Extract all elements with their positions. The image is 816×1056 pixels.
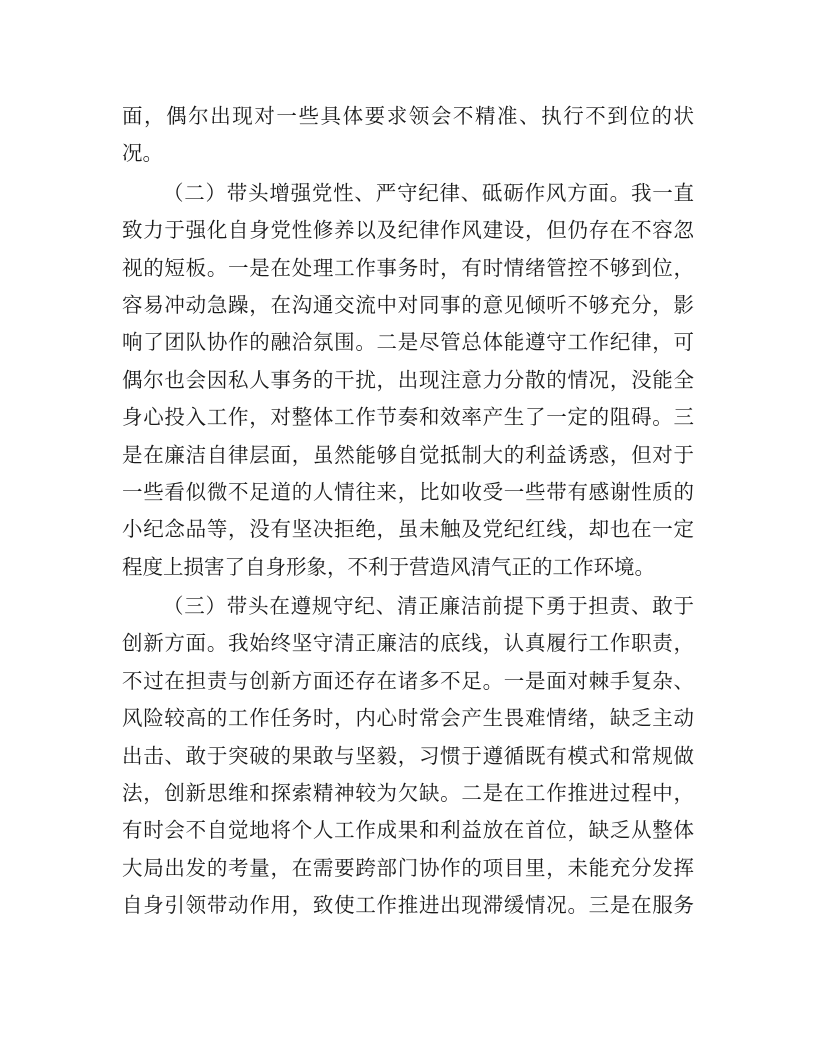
text-line: 小纪念品等，没有坚决拒绝，虽未触及党纪红线，却也在一定 xyxy=(122,517,694,542)
text-line: 程度上损害了自身形象，不利于营造风清气正的工作环境。 xyxy=(122,554,655,579)
paragraph xyxy=(122,98,694,173)
text-line: 是在廉洁自律层面，虽然能够自觉抵制大的利益诱惑，但对于 xyxy=(122,442,694,467)
text-line: 致力于强化自身党性修养以及纪律作风建设，但仍存在不容忽 xyxy=(122,218,694,243)
document-body xyxy=(122,98,694,925)
text-line: 大局出发的考量，在需要跨部门协作的项目里，未能充分发挥 xyxy=(122,855,694,880)
text-line: 面，偶尔出现对一些具体要求领会不精准、执行不到位的状 xyxy=(122,104,694,128)
text-line: 不过在担责与创新方面还存在诸多不足。一是面对棘手复杂、 xyxy=(122,668,694,693)
document-page xyxy=(122,98,694,925)
text-line: 视的短板。一是在处理工作事务时，有时情绪管控不够到位， xyxy=(122,255,694,280)
text-line: 偶尔也会因私人事务的干扰，出现注意力分散的情况，没能全 xyxy=(122,367,694,392)
text-line: 有时会不自觉地将个人工作成果和利益放在首位，缺乏从整体 xyxy=(122,818,694,843)
text-line: 风险较高的工作任务时，内心时常会产生畏难情绪，缺乏主动 xyxy=(122,706,694,731)
text-line: 响了团队协作的融洽氛围。二是尽管总体能遵守工作纪律，可 xyxy=(122,330,694,355)
text-line: 一些看似微不足道的人情往来，比如收受一些带有感谢性质的 xyxy=(122,479,694,504)
text-line: 况。 xyxy=(122,141,163,166)
text-line: 身心投入工作，对整体工作节奏和效率产生了一定的阻碍。三 xyxy=(122,405,694,430)
paragraph xyxy=(122,588,694,925)
text-line: 自身引领带动作用，致使工作推进出现滞缓情况。三是在服务 xyxy=(122,893,694,918)
text-line: 法，创新思维和探索精神较为欠缺。二是在工作推进过程中， xyxy=(122,781,694,806)
text-line: 出击、敢于突破的果敢与坚毅，习惯于遵循既有模式和常规做 xyxy=(122,743,694,768)
paragraph xyxy=(122,175,694,586)
text-line: （三）带头在遵规守纪、清正廉洁前提下勇于担责、敢于 xyxy=(163,594,694,619)
text-line: 容易冲动急躁，在沟通交流中对同事的意见倾听不够充分，影 xyxy=(122,292,694,317)
text-line: 创新方面。我始终坚守清正廉洁的底线，认真履行工作职责， xyxy=(122,631,694,656)
text-line: （二）带头增强党性、严守纪律、砥砺作风方面。我一直 xyxy=(163,180,694,205)
